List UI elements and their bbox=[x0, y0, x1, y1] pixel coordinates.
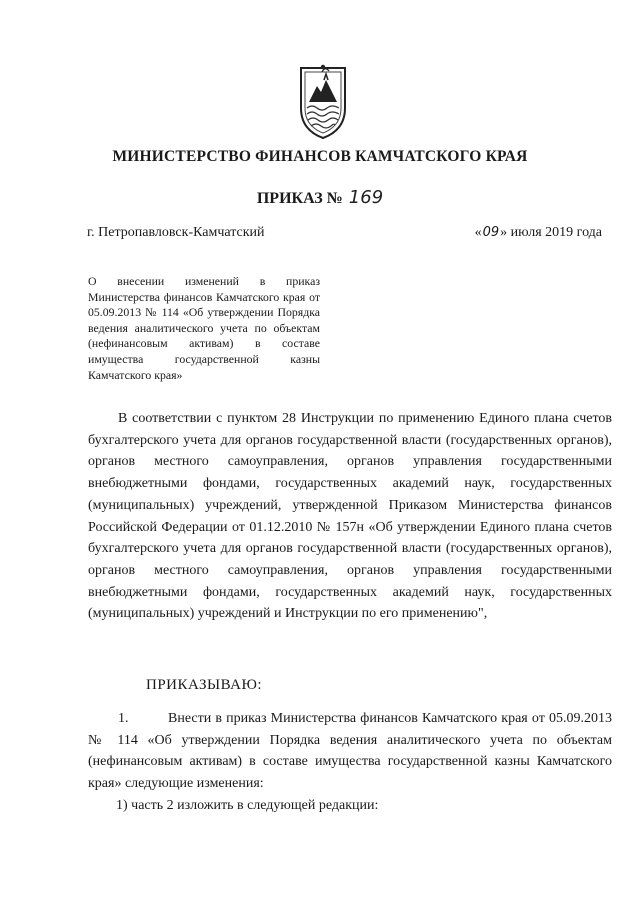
preamble bbox=[88, 408, 612, 625]
date-quote-open: « bbox=[474, 225, 482, 240]
order-subitem-1: 1) часть 2 изложить в следующей редакции: bbox=[116, 797, 379, 813]
item-marker: 1. bbox=[118, 711, 129, 726]
order-item-1 bbox=[88, 708, 612, 795]
order-items bbox=[88, 708, 612, 817]
city-name: г. Петропавловск-Камчатский bbox=[87, 225, 265, 240]
decree-word: ПРИКАЗЫВАЮ: bbox=[146, 677, 263, 693]
order-subject: О внесении изменений в приказ Министерства финансов Камчатского края от 05.09.2013 № 114 «Об утверждении Порядка ведения аналитического учета по объектам (нефинансовым активам) в составе имущества государственной казны Камчатского края» bbox=[88, 274, 320, 382]
ministry-name: МИНИСТЕРСТВО ФИНАНСОВ КАМЧАТСКОГО КРАЯ bbox=[112, 148, 528, 165]
order-number: 169 bbox=[348, 187, 384, 208]
date-month-year: июля 2019 года bbox=[510, 225, 602, 240]
date-quote-close: » bbox=[500, 225, 508, 240]
order-date bbox=[475, 225, 602, 241]
order-label: ПРИКАЗ № bbox=[256, 190, 343, 207]
kamchatka-coat-of-arms-icon bbox=[295, 62, 351, 142]
preamble-paragraph: В соответствии с пунктом 28 Инструкции по применению Единого плана счетов бухгалтерского учета для органов государственной власти (государственных органов), органов местного самоуправления, органов управления государственными внебюджетными фондами, государственных академий наук, государственных (муниципальных) учреждений, утвержденной Приказом Министерства финансов Российской Федерации от 01.12.2010 № 157н «Об утверждении Единого плана счетов бухгалтерского учета для органов государственной власти (государственных органов), органов местного самоуправления, органов управления государственными внебюджетными фондами, государственных академий наук, государственных (муниципальных) учреждений и Инструкции по его применению", bbox=[88, 411, 612, 622]
date-day: 09 bbox=[482, 225, 500, 240]
item-text: Внести в приказ Министерства финансов Камчатского края от 05.09.2013 № 114 «Об утверждении Порядка ведения аналитического учета по объектам (нефинансовым активам) в составе имущества государственной казны Камчатского края» следующие изменения: bbox=[88, 711, 612, 792]
order-title bbox=[0, 187, 640, 208]
